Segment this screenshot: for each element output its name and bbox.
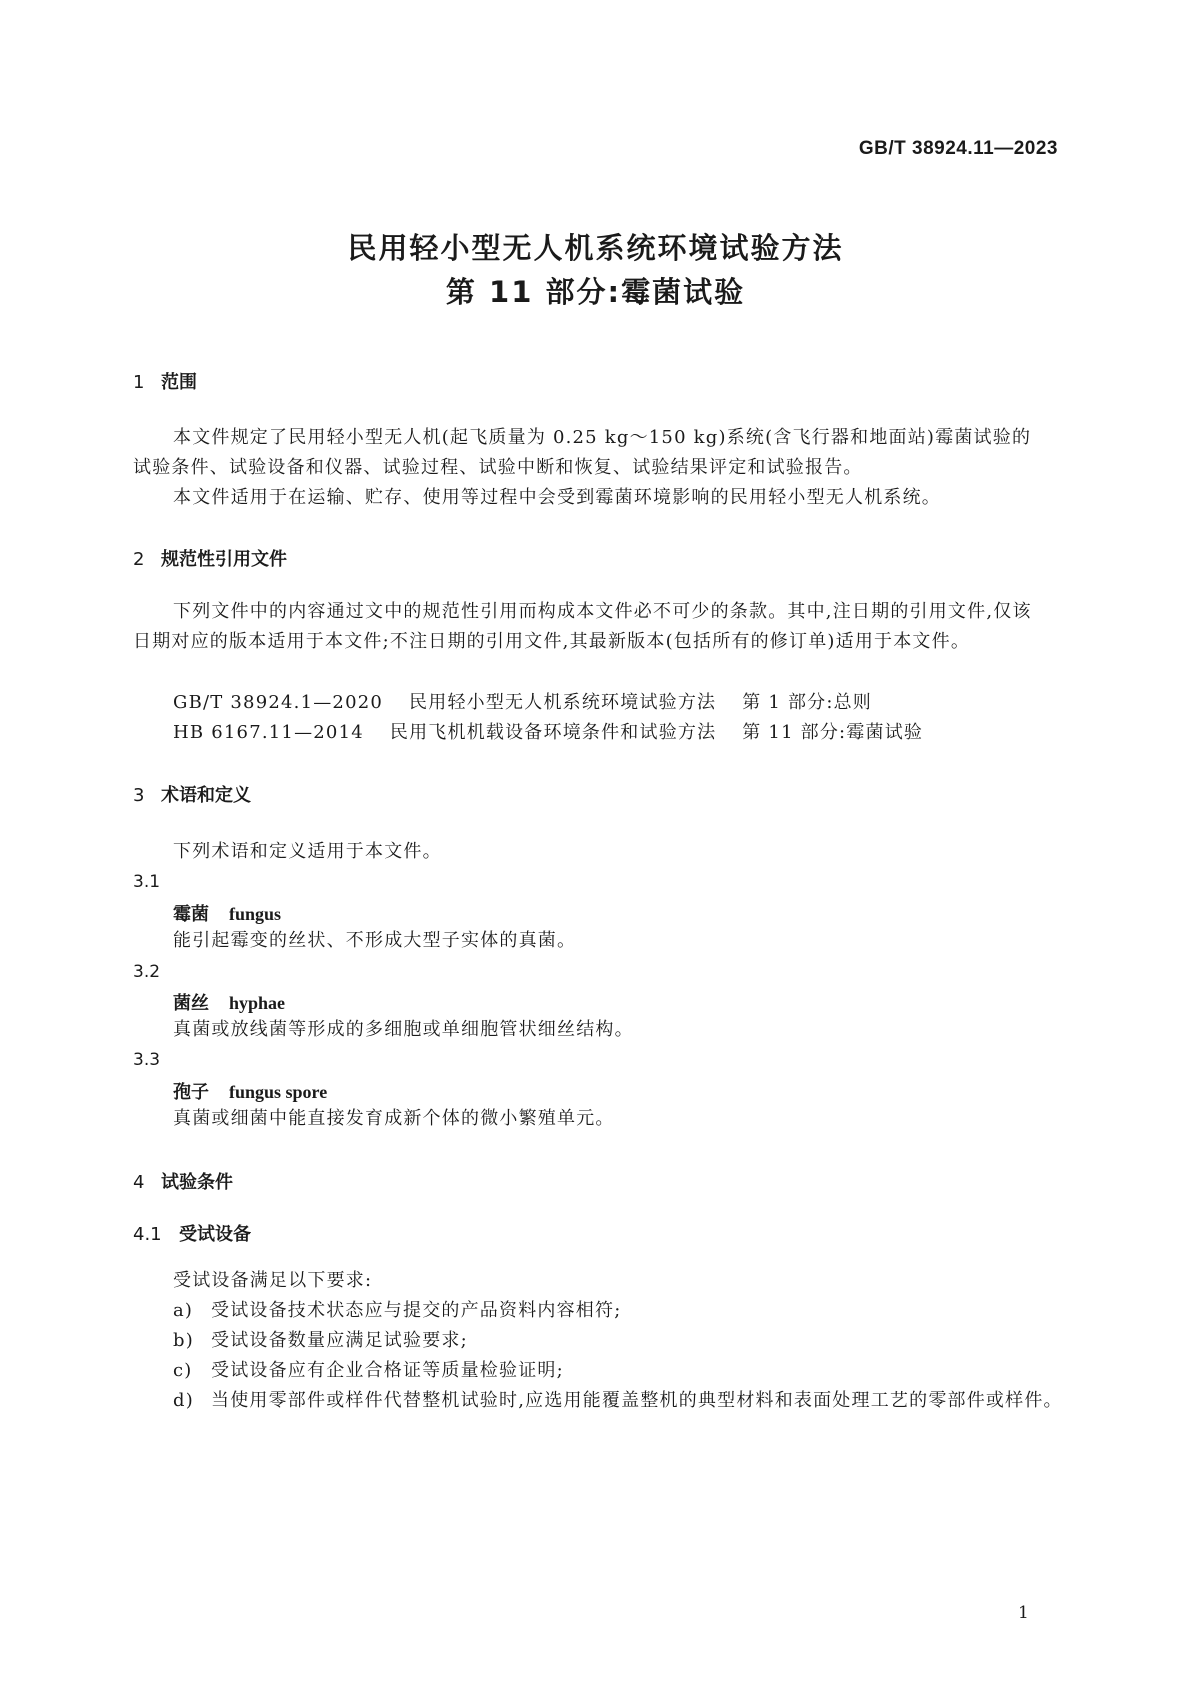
term-number: 3.1 [133, 872, 161, 892]
section-3-heading [133, 781, 251, 807]
term-entry [173, 989, 285, 1015]
section-title: 术语和定义 [161, 785, 251, 806]
section-title: 规范性引用文件 [161, 549, 287, 570]
reference-code: GB/T 38924.1—2020 [173, 692, 384, 713]
list-item [173, 1386, 1077, 1416]
page-number: 1 [1018, 1603, 1029, 1623]
list-item [173, 1296, 621, 1326]
list-text: 当使用零部件或样件代替整机试验时,应选用能覆盖整机的典型材料和表面处理工艺的零部件或样件。 [211, 1390, 1063, 1411]
reference-title: 民用轻小型无人机系统环境试验方法 [409, 692, 717, 713]
term-number: 3.2 [133, 962, 161, 982]
term-en: fungus spore [229, 1082, 328, 1102]
term-zh: 霉菌 [173, 904, 209, 925]
section-2-heading [133, 545, 287, 571]
standard-code: GB/T 38924.11—2023 [858, 138, 1058, 159]
term-zh: 菌丝 [173, 993, 209, 1014]
reference-part: 第 1 部分:总则 [742, 692, 873, 713]
section-number: 4 [133, 1172, 145, 1193]
term-entry [173, 900, 281, 926]
list-marker: d) [173, 1390, 194, 1411]
paragraph: 本文件规定了民用轻小型无人机(起飞质量为 0.25 kg～150 kg)系统(含飞行器和地面站)霉菌试验的试验条件、试验设备和仪器、试验过程、试验中断和恢复、试验结果评定和试验报告。 [133, 427, 1032, 478]
term-en: fungus [229, 904, 282, 924]
term-definition: 真菌或细菌中能直接发育成新个体的微小繁殖单元。 [173, 1108, 615, 1129]
list-text: 受试设备应有企业合格证等质量检验证明; [211, 1360, 564, 1381]
section-title: 试验条件 [161, 1172, 233, 1193]
term-zh: 孢子 [173, 1082, 209, 1103]
term-definition: 真菌或放线菌等形成的多细胞或单细胞管状细丝结构。 [173, 1019, 634, 1040]
section-number: 2 [133, 549, 145, 570]
section-number: 3 [133, 785, 145, 806]
section-1-heading [133, 368, 197, 394]
reference-entry [173, 718, 923, 748]
list-marker: b) [173, 1330, 194, 1351]
subsection-4-1-heading [133, 1220, 251, 1246]
list-item [173, 1356, 564, 1386]
paragraph: 本文件适用于在运输、贮存、使用等过程中会受到霉菌环境影响的民用轻小型无人机系统。 [173, 487, 941, 508]
document-title-line1: 民用轻小型无人机系统环境试验方法 [347, 231, 844, 265]
section-number: 1 [133, 372, 145, 393]
reference-entry [173, 688, 872, 718]
list-item [173, 1326, 468, 1356]
reference-part: 第 11 部分:霉菌试验 [742, 722, 924, 743]
term-number: 3.3 [133, 1050, 161, 1070]
section-title: 范围 [161, 372, 197, 393]
term-en: hyphae [229, 993, 286, 1013]
reference-title: 民用飞机机载设备环境条件和试验方法 [389, 722, 717, 743]
paragraph: 受试设备满足以下要求: [173, 1270, 373, 1291]
paragraph: 下列术语和定义适用于本文件。 [173, 841, 442, 862]
paragraph: 下列文件中的内容通过文中的规范性引用而构成本文件必不可少的条款。其中,注日期的引用文件,仅该日期对应的版本适用于本文件;不注日期的引用文件,其最新版本(包括所有的修订单)适用于本文件。 [133, 601, 1032, 652]
list-text: 受试设备技术状态应与提交的产品资料内容相符; [211, 1300, 622, 1321]
list-marker: c) [173, 1360, 193, 1381]
term-entry [173, 1078, 327, 1104]
document-title-line2: 第 11 部分:霉菌试验 [445, 275, 746, 309]
subsection-number: 4.1 [133, 1224, 162, 1245]
list-text: 受试设备数量应满足试验要求; [211, 1330, 468, 1351]
subsection-title: 受试设备 [179, 1224, 251, 1245]
term-definition: 能引起霉变的丝状、不形成大型子实体的真菌。 [173, 930, 577, 951]
list-marker: a) [173, 1300, 194, 1321]
reference-code: HB 6167.11—2014 [173, 722, 364, 743]
section-4-heading [133, 1168, 233, 1194]
